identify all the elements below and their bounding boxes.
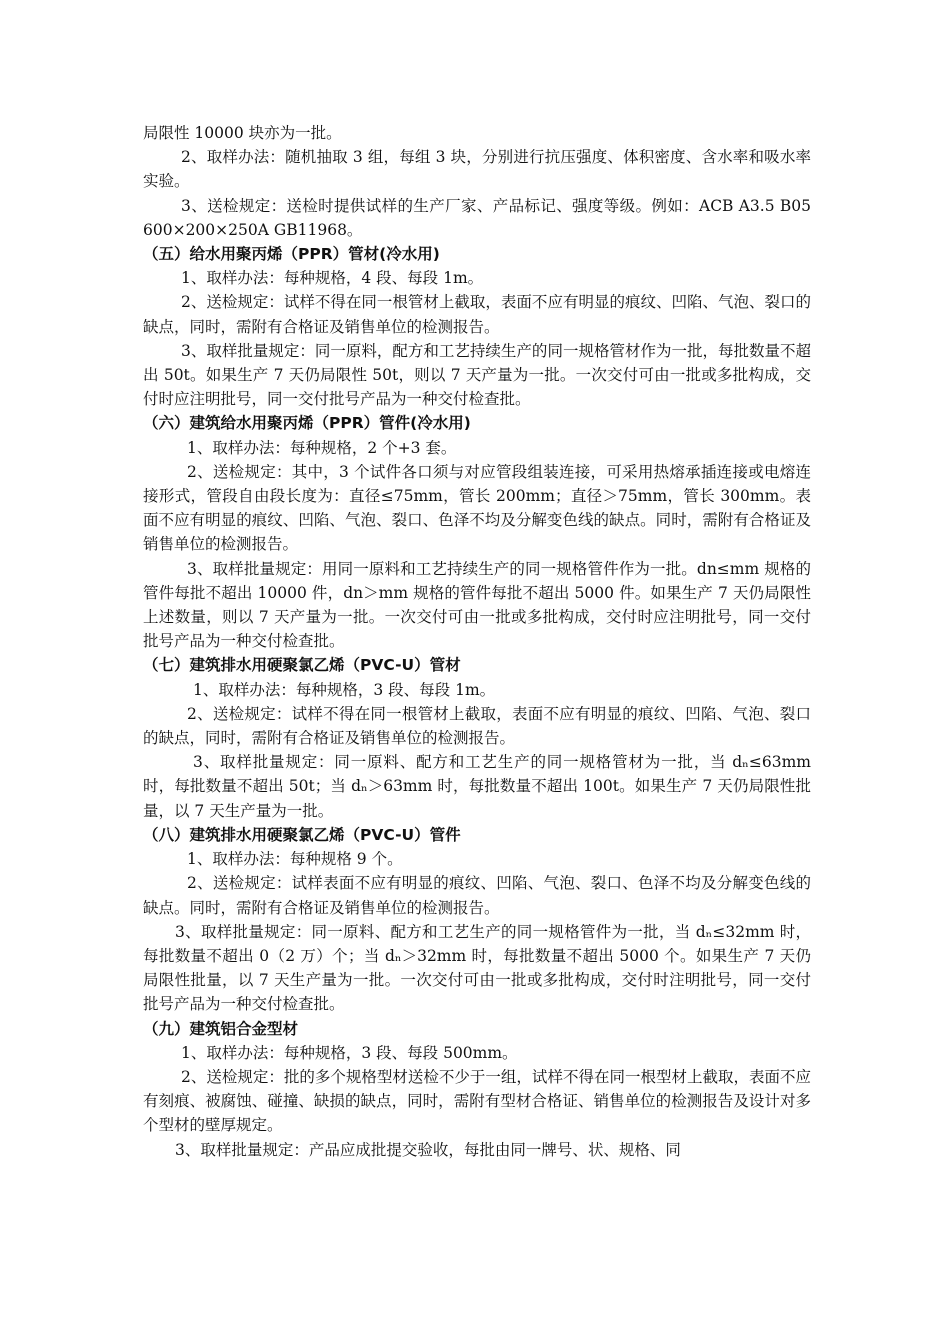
paragraph: 2、取样办法：随机抽取 3 组，每组 3 块，分别进行抗压强度、体积密度、含水率和吸水率实验。 [143, 148, 811, 191]
paragraph: 1、取样办法：每种规格，2 个+3 套。 [187, 438, 457, 457]
paragraph: 3、取样批量规定：同一原料，配方和工艺持续生产的同一规格管材作为一批，每批数量不超出 50t。如果生产 7 天仍局限性 50t，则以 7 天产量为一批。一次交付可由一批或多批构成，交付时应注明批号，同一交付批号产品为一种交付检查批。 [143, 341, 811, 409]
paragraph: 3、取样批量规定：同一原料、配方和工艺生产的同一规格管件为一批，当 dₙ≤32mm 时，每批数量不超出 0（2 万）个；当 dₙ＞32mm 时，每批数量不超出 5000 个。如果生产 7 天仍局限性批量，以 7 天生产量为一批。一次交付可由一批或多批构成，交付时注明批号，同一交付批号产品为一种交付检查批。 [143, 922, 811, 1014]
section-heading: （六）建筑给水用聚丙烯（PPR）管件(冷水用) [143, 414, 471, 433]
paragraph: 3、取样批量规定：用同一原料和工艺持续生产的同一规格管件作为一批。dn≤mm 规格的管件每批不超出 10000 件，dn＞mm 规格的管件每批不超出 5000 件。如果生产 7 天仍局限性上述数量，则以 7 天产量为一批。一次交付可由一批或多批构成，交付时应注明批号，同一交付批号产品为一种交付检查批。 [143, 559, 811, 651]
paragraph: 3、送检规定：送检时提供试样的生产厂家、产品标记、强度等级。例如：ACB A3.5 B05 600×200×250A GB11968。 [143, 196, 811, 239]
paragraph: 3、取样批量规定：产品应成批提交验收，每批由同一牌号、状、规格、同 [175, 1140, 681, 1159]
section-heading: （五）给水用聚丙烯（PPR）管材(冷水用) [143, 245, 440, 264]
paragraph: 2、送检规定：试样表面不应有明显的痕纹、凹陷、气泡、裂口、色泽不均及分解变色线的缺点。同时，需附有合格证及销售单位的检测报告。 [143, 874, 811, 917]
paragraph: 2、送检规定：试样不得在同一根管材上截取，表面不应有明显的痕纹、凹陷、气泡、裂口的缺点，同时，需附有合格证及销售单位的检测报告。 [143, 704, 811, 748]
paragraph: 局限性 10000 块亦为一批。 [143, 124, 342, 142]
paragraph: 2、送检规定：其中，3 个试件各口须与对应管段组装连接，可采用热熔承插连接或电熔连接形式，管段自由段长度为：直径≤75mm，管长 200mm；直径＞75mm，管长 300mm。表面不应有明显的痕纹、凹陷、气泡、裂口、色泽不均及分解变色线的缺点。同时，需附有合格证及销售单位的检测报告。 [143, 462, 811, 554]
section-heading: （九）建筑铝合金型材 [143, 1019, 299, 1038]
document-body [143, 121, 811, 1162]
paragraph: 2、送检规定：批的多个规格型材送检不少于一组，试样不得在同一根型材上截取，表面不应有刻痕、被腐蚀、碰撞、缺损的缺点，同时，需附有型材合格证、销售单位的检测报告及设计对多个型材的壁厚规定。 [143, 1067, 811, 1135]
section-heading: （七）建筑排水用硬聚氯乙烯（PVC-U）管材 [143, 656, 461, 675]
paragraph: 2、送检规定：试样不得在同一根管材上截取，表面不应有明显的痕纹、凹陷、气泡、裂口的缺点，同时，需附有合格证及销售单位的检测报告。 [143, 293, 811, 336]
section-heading: （八）建筑排水用硬聚氯乙烯（PVC-U）管件 [143, 825, 461, 844]
paragraph: 1、取样办法：每种规格，4 段、每段 1m。 [181, 269, 484, 288]
paragraph: 1、取样办法：每种规格，3 段、每段 1m。 [193, 680, 496, 699]
paragraph: 1、取样办法：每种规格，3 段、每段 500mm。 [181, 1043, 518, 1062]
paragraph: 3、取样批量规定：同一原料、配方和工艺生产的同一规格管材为一批，当 dₙ≤63mm 时，每批数量不超出 50t；当 dₙ＞63mm 时，每批数量不超出 100t。如果生产 7 天仍局限性批量，以 7 天生产量为一批。 [143, 753, 811, 820]
paragraph: 1、取样办法：每种规格 9 个。 [187, 850, 403, 869]
